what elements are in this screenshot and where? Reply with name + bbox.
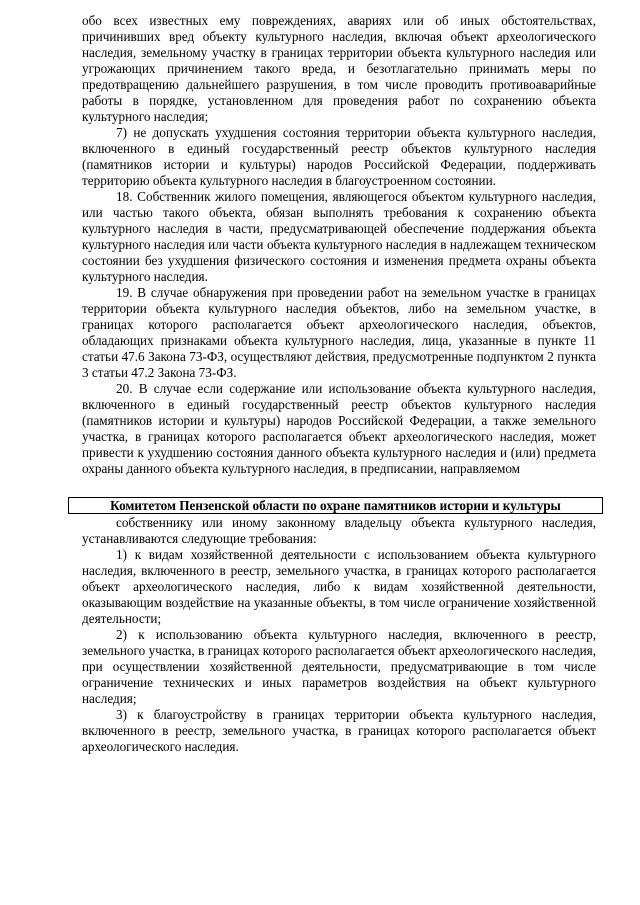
- paragraph-obligation-continuation: обо всех известных ему повреждениях, авариях или об иных обстоятельствах, причинивших вред объекту культурного наследия, включая объект археологического наследия, земельному участку в границах территории объекта культурного наследия или угрожающих причинением такого вреда, и безотлагательно принимать меры по предотвращению дальнейшего разрушения, в том числе проводить противоаварийные работы в порядке, установленном для проведения работ по сохранению объекта культурного наследия;: [82, 13, 596, 124]
- document-body-top: [82, 13, 596, 477]
- paragraph-clause-19: 19. В случае обнаружения при проведении работ на земельном участке в границах территории объекта культурного наследия объектов, либо на земельном участке, в границах которого располагается объект археологического наследия, объектов, обладающих признаками объекта культурного наследия, лица, указанные в пункте 11 статьи 47.6 Закона 73-ФЗ, осуществляют действия, предусмотренные подпунктом 2 пункта 3 статьи 47.2 Закона 73-ФЗ.: [82, 285, 596, 380]
- paragraph-clause-18: 18. Собственник жилого помещения, являющегося объектом культурного наследия, или частью такого объекта, обязан выполнять требования к сохранению объекта культурного наследия в части, предусматривающей обеспечение поддержания объекта культурного наследия или части объекта культурного наследия в надлежащем техническом состоянии без ухудшения физического состояния и изменения предмета охраны объекта культурного наследия.: [82, 189, 596, 284]
- paragraph-item-7: 7) не допускать ухудшения состояния территории объекта культурного наследия, включенного в единый государственный реестр объектов культурного наследия (памятников истории и культуры) народов Российской Федерации, поддерживать территорию объекта культурного наследия в благоустроенном состоянии.: [82, 125, 596, 188]
- committee-stamp-box: [68, 497, 603, 514]
- paragraph-requirement-1: 1) к видам хозяйственной деятельности с использованием объекта культурного наследия, включенного в реестр, земельного участка, в границах которого располагается объект археологического наследия, либо к видам хозяйственной деятельности, оказывающим воздействие на указанные объекты, в том числе ограничение хозяйственной деятельности;: [82, 547, 596, 626]
- paragraph-requirements-intro: собственнику или иному законному владельцу объекта культурного наследия, устанавливаются следующие требования:: [82, 515, 596, 546]
- document-body-bottom: [82, 515, 596, 755]
- paragraph-requirement-2: 2) к использованию объекта культурного наследия, включенного в реестр, земельного участка, в границах которого располагается объект археологического наследия, при осуществлении хозяйственной деятельности, предусматривающие в том числе ограничение технических и иных параметров воздействия на объект культурного наследия;: [82, 627, 596, 706]
- paragraph-clause-20: 20. В случае если содержание или использование объекта культурного наследия, включенного в единый государственный реестр объектов культурного наследия (памятников истории и культуры) народов Российской Федерации, а также земельного участка, в границах которого располагается объект археологического наследия, может привести к ухудшению состояния данного объекта культурного наследия и (или) предмета охраны данного объекта культурного наследия, в предписании, направляемом: [82, 381, 596, 476]
- committee-stamp-text: Комитетом Пензенской области по охране памятников истории и культуры: [110, 497, 561, 513]
- paragraph-requirement-3: 3) к благоустройству в границах территории объекта культурного наследия, включенного в реестр, земельного участка, в границах которого располагается объект археологического наследия.: [82, 707, 596, 754]
